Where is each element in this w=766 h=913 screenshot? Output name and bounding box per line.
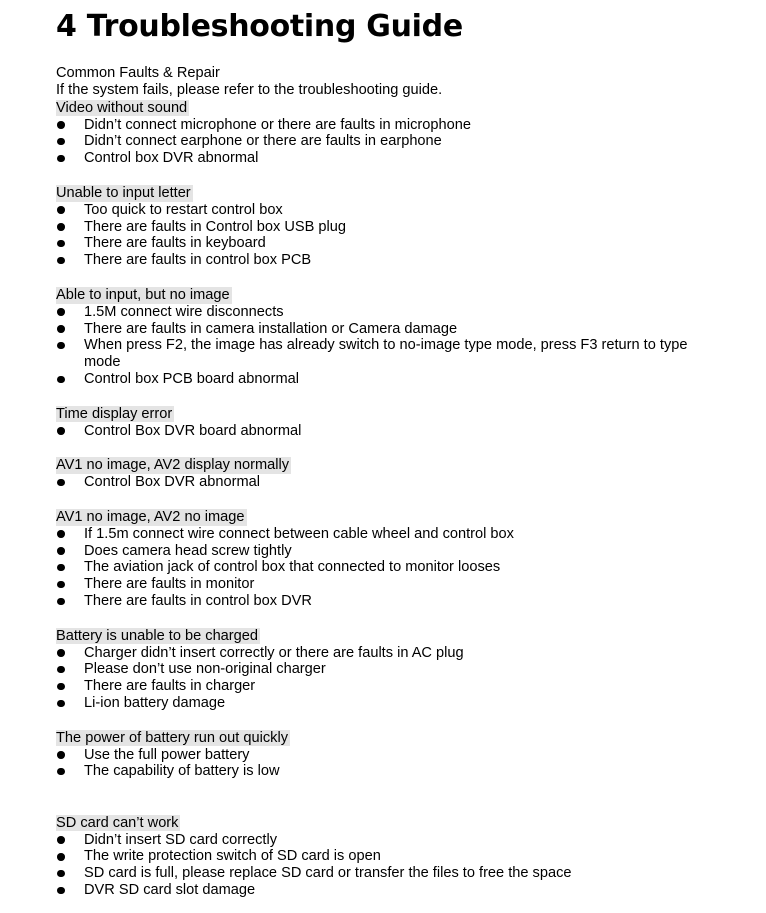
fault-section bbox=[56, 286, 746, 388]
list-item-text: There are faults in control box DVR bbox=[84, 592, 312, 609]
list-item-text: The capability of battery is low bbox=[84, 763, 280, 780]
fault-section bbox=[56, 729, 746, 781]
bullet-icon bbox=[57, 700, 65, 708]
list-item bbox=[56, 133, 746, 150]
bullet-icon bbox=[57, 768, 65, 776]
bullet-icon bbox=[57, 530, 65, 538]
list-item bbox=[56, 337, 746, 371]
list-item-text: SD card is full, please replace SD card or transfer the files to free the space bbox=[84, 865, 572, 882]
list-item-text: The aviation jack of control box that connected to monitor looses bbox=[84, 559, 501, 576]
list-item bbox=[56, 678, 746, 695]
fault-section bbox=[56, 405, 746, 440]
list-item-text: There are faults in keyboard bbox=[84, 235, 266, 252]
list-item bbox=[56, 202, 746, 219]
fault-sections bbox=[56, 99, 746, 899]
list-item bbox=[56, 848, 746, 865]
section-heading: AV1 no image, AV2 no image bbox=[56, 508, 245, 525]
list-item bbox=[56, 304, 746, 321]
bullet-icon bbox=[57, 751, 65, 759]
fault-list bbox=[56, 526, 746, 610]
fault-list bbox=[56, 747, 746, 781]
section-heading: Able to input, but no image bbox=[56, 286, 230, 303]
list-item bbox=[56, 832, 746, 849]
list-item-text: Control box PCB board abnormal bbox=[84, 370, 299, 387]
bullet-icon bbox=[57, 853, 65, 861]
bullet-icon bbox=[57, 325, 65, 333]
list-item bbox=[56, 747, 746, 764]
list-item bbox=[56, 117, 746, 134]
list-item bbox=[56, 235, 746, 252]
fault-list bbox=[56, 202, 746, 269]
list-item-text: If 1.5m connect wire connect between cable wheel and control box bbox=[84, 525, 514, 542]
bullet-icon bbox=[57, 121, 65, 129]
fault-section bbox=[56, 508, 746, 610]
list-item bbox=[56, 645, 746, 662]
bullet-icon bbox=[57, 836, 65, 844]
bullet-icon bbox=[57, 479, 65, 487]
bullet-icon bbox=[57, 376, 65, 384]
list-item-text: 1.5M connect wire disconnects bbox=[84, 303, 284, 320]
list-item-text: Too quick to restart control box bbox=[84, 201, 283, 218]
list-item bbox=[56, 474, 746, 491]
list-item-text: Please don’t use non-original charger bbox=[84, 661, 326, 678]
fault-section bbox=[56, 99, 746, 167]
list-item-text: Didn’t insert SD card correctly bbox=[84, 831, 278, 848]
list-item bbox=[56, 543, 746, 560]
list-item bbox=[56, 695, 746, 712]
bullet-icon bbox=[57, 547, 65, 555]
section-heading: AV1 no image, AV2 display normally bbox=[56, 457, 290, 474]
fault-list bbox=[56, 645, 746, 712]
list-item bbox=[56, 576, 746, 593]
bullet-icon bbox=[57, 308, 65, 316]
bullet-icon bbox=[57, 649, 65, 657]
bullet-icon bbox=[57, 138, 65, 146]
list-item-text: The write protection switch of SD card is open bbox=[84, 848, 381, 865]
bullet-icon bbox=[57, 206, 65, 214]
section-heading: SD card can’t work bbox=[56, 814, 179, 831]
list-item-text: Does camera head screw tightly bbox=[84, 542, 292, 559]
bullet-icon bbox=[57, 223, 65, 231]
section-heading: Unable to input letter bbox=[56, 184, 191, 201]
bullet-icon bbox=[57, 240, 65, 248]
list-item bbox=[56, 219, 746, 236]
list-item bbox=[56, 321, 746, 338]
list-item-text: There are faults in monitor bbox=[84, 576, 255, 593]
list-item bbox=[56, 882, 746, 899]
fault-section bbox=[56, 627, 746, 712]
list-item-text: Li-ion battery damage bbox=[84, 694, 226, 711]
list-item bbox=[56, 252, 746, 269]
bullet-icon bbox=[57, 683, 65, 691]
list-item-text: Charger didn’t insert correctly or there are faults in AC plug bbox=[84, 644, 464, 661]
list-item bbox=[56, 150, 746, 167]
list-item-text: When press F2, the image has already switch to no-image type mode, press F3 return to type mode bbox=[84, 337, 688, 371]
fault-list bbox=[56, 474, 746, 491]
list-item-text: Didn’t connect microphone or there are faults in microphone bbox=[84, 116, 471, 133]
list-item bbox=[56, 763, 746, 780]
fault-section bbox=[56, 456, 746, 491]
list-item-text: Control Box DVR board abnormal bbox=[84, 422, 302, 439]
list-item bbox=[56, 423, 746, 440]
list-item-text: There are faults in camera installation or Camera damage bbox=[84, 320, 458, 337]
document-page bbox=[56, 10, 746, 899]
bullet-icon bbox=[57, 427, 65, 435]
fault-section bbox=[56, 184, 746, 269]
list-item bbox=[56, 371, 746, 388]
list-item-text: There are faults in control box PCB bbox=[84, 252, 312, 269]
intro-text: If the system fails, please refer to the troubleshooting guide. bbox=[56, 81, 443, 98]
list-item-text: Control box DVR abnormal bbox=[84, 150, 259, 167]
bullet-icon bbox=[57, 155, 65, 163]
bullet-icon bbox=[57, 581, 65, 589]
list-item-text: Use the full power battery bbox=[84, 746, 250, 763]
section-heading: Time display error bbox=[56, 405, 173, 422]
list-item-text: There are faults in Control box USB plug bbox=[84, 218, 347, 235]
list-item-text: DVR SD card slot damage bbox=[84, 882, 256, 899]
bullet-icon bbox=[57, 257, 65, 265]
intro-subtitle: Common Faults & Repair bbox=[56, 65, 220, 81]
list-item bbox=[56, 865, 746, 882]
fault-list bbox=[56, 304, 746, 388]
list-item-text: Didn’t connect earphone or there are faults in earphone bbox=[84, 133, 442, 150]
bullet-icon bbox=[57, 870, 65, 878]
section-heading: Video without sound bbox=[56, 99, 188, 116]
bullet-icon bbox=[57, 564, 65, 572]
section-heading: The power of battery run out quickly bbox=[56, 729, 288, 746]
fault-list bbox=[56, 423, 746, 440]
bullet-icon bbox=[57, 887, 65, 895]
fault-section bbox=[56, 814, 746, 899]
bullet-icon bbox=[57, 666, 65, 674]
list-item bbox=[56, 661, 746, 678]
fault-list bbox=[56, 117, 746, 167]
fault-list bbox=[56, 832, 746, 899]
section-heading: Battery is unable to be charged bbox=[56, 627, 259, 644]
list-item bbox=[56, 559, 746, 576]
bullet-icon bbox=[57, 342, 65, 350]
page-title: 4 Troubleshooting Guide bbox=[56, 9, 463, 44]
list-item-text: There are faults in charger bbox=[84, 678, 256, 695]
bullet-icon bbox=[57, 598, 65, 606]
list-item-text: Control Box DVR abnormal bbox=[84, 474, 261, 491]
list-item bbox=[56, 526, 746, 543]
list-item bbox=[56, 593, 746, 610]
